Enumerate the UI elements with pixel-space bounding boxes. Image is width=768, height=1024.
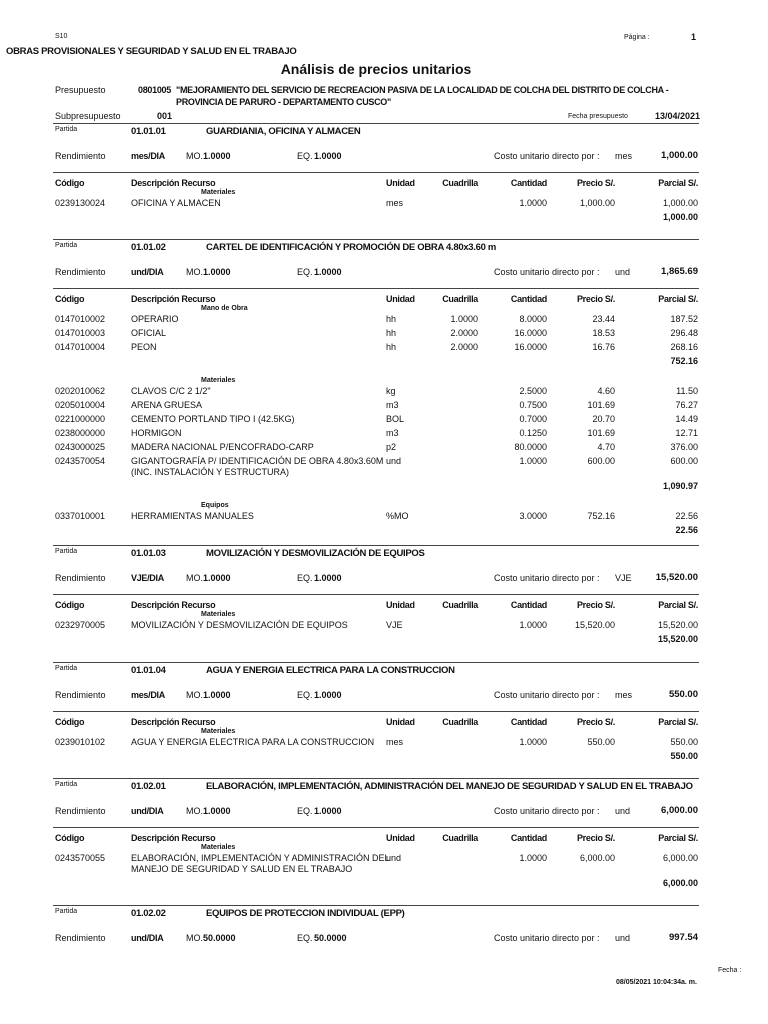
resource-quantity: 8.0000	[519, 314, 547, 324]
partida-label: Partida	[55, 548, 78, 555]
col-unidad-header: Unidad	[386, 294, 415, 304]
group-heading: Materiales	[201, 728, 236, 735]
costo-label: Costo unitario directo por :	[494, 690, 600, 700]
col-parcial-header: Parcial S/.	[658, 833, 698, 843]
resource-description: ARENA GRUESA	[131, 400, 203, 410]
header-divider	[53, 711, 699, 712]
resource-price: 18.53	[592, 328, 615, 338]
eq-value: 1.0000	[314, 573, 342, 583]
group-subtotal: 752.16	[670, 356, 698, 366]
resource-unit: VJE	[386, 620, 403, 630]
resource-price: 550.00	[587, 737, 615, 747]
col-descripcion-header: Descripción Recurso	[131, 833, 216, 843]
group-subtotal: 1,000.00	[662, 212, 698, 222]
resource-unit: m3	[386, 400, 399, 410]
resource-price: 4.60	[597, 386, 615, 396]
col-cuadrilla-header: Cuadrilla	[442, 833, 478, 843]
group-heading: Equipos	[201, 502, 229, 509]
presupuesto-code: 0801005	[138, 85, 171, 95]
header-divider	[53, 172, 699, 173]
header-divider	[53, 594, 699, 595]
costo-unitario-value: 1,865.69	[661, 266, 698, 277]
resource-code: 0243000025	[55, 442, 106, 452]
resource-price: 600.00	[587, 456, 615, 466]
resource-price: 752.16	[587, 511, 615, 521]
rendimiento-value: und/DIA	[131, 933, 164, 943]
resource-unit: kg	[386, 386, 396, 396]
eq-value: 50.0000	[314, 933, 347, 943]
group-heading: Materiales	[201, 611, 236, 618]
resource-description: MOVILIZACIÓN Y DESMOVILIZACIÓN DE EQUIPOS	[131, 620, 348, 630]
eq-label: EQ.	[297, 151, 313, 161]
group-subtotal: 1,090.97	[662, 481, 698, 491]
partida-name: EQUIPOS DE PROTECCION INDIVIDUAL (EPP)	[206, 908, 405, 919]
mo-label: MO.	[186, 690, 203, 700]
resource-description: HORMIGON	[131, 428, 182, 438]
rendimiento-value: VJE/DIA	[131, 573, 164, 583]
resource-code: 0239130024	[55, 198, 106, 208]
resource-quantity: 0.7500	[519, 400, 547, 410]
resource-unit: hh	[386, 328, 397, 338]
partida-divider	[53, 778, 699, 779]
rendimiento-value: und/DIA	[131, 806, 164, 816]
partida-label: Partida	[55, 126, 78, 133]
col-precio-header: Precio S/.	[576, 717, 615, 727]
presupuesto-label: Presupuesto	[55, 85, 106, 95]
col-parcial-header: Parcial S/.	[658, 178, 698, 188]
resource-unit: %MO	[386, 511, 409, 521]
resource-unit: hh	[386, 342, 397, 352]
partida-code: 01.02.01	[131, 781, 166, 792]
resource-code: 0221000000	[55, 414, 106, 424]
header-divider	[53, 288, 699, 289]
resource-partial: 268.16	[670, 342, 698, 352]
costo-unit: mes	[615, 151, 633, 161]
report-code: S10	[55, 33, 68, 40]
col-cuadrilla-header: Cuadrilla	[442, 600, 478, 610]
costo-label: Costo unitario directo por :	[494, 806, 600, 816]
resource-unit: und	[386, 456, 402, 466]
footer-datetime: 08/05/2021 10:04:34a. m.	[616, 979, 697, 986]
resource-quantity: 2.5000	[519, 386, 547, 396]
col-cantidad-header: Cantidad	[510, 717, 547, 727]
costo-unitario-value: 550.00	[668, 689, 698, 700]
resource-code: 0232970005	[55, 620, 106, 630]
resource-code: 0239010102	[55, 737, 106, 747]
costo-label: Costo unitario directo por :	[494, 151, 600, 161]
costo-unitario-value: 997.54	[668, 932, 698, 943]
header-divider	[53, 827, 699, 828]
resource-quantity: 1.0000	[519, 198, 547, 208]
resource-unit: m3	[386, 428, 399, 438]
mo-label: MO.	[186, 573, 203, 583]
resource-unit: und	[386, 853, 402, 863]
col-precio-header: Precio S/.	[576, 294, 615, 304]
resource-partial: 296.48	[670, 328, 698, 338]
partida-name: AGUA Y ENERGIA ELECTRICA PARA LA CONSTRUCCION	[206, 665, 455, 676]
fecha-presupuesto-value: 13/04/2021	[655, 111, 701, 121]
eq-label: EQ.	[297, 573, 313, 583]
eq-value: 1.0000	[314, 267, 342, 277]
rendimiento-value: mes/DIA	[131, 690, 165, 700]
resource-code: 0147010002	[55, 314, 106, 324]
group-subtotal: 550.00	[670, 751, 698, 761]
resource-partial: 1,000.00	[662, 198, 698, 208]
costo-unitario-value: 6,000.00	[661, 805, 698, 816]
col-cantidad-header: Cantidad	[510, 294, 547, 304]
col-descripcion-header: Descripción Recurso	[131, 600, 216, 610]
col-parcial-header: Parcial S/.	[658, 294, 698, 304]
resource-description: PEON	[131, 342, 157, 352]
partida-label: Partida	[55, 781, 78, 788]
group-subtotal: 22.56	[675, 525, 698, 535]
resource-code: 0243570055	[55, 853, 106, 863]
costo-unit: und	[615, 267, 631, 277]
resource-partial: 14.49	[675, 414, 698, 424]
partida-label: Partida	[55, 665, 78, 672]
col-precio-header: Precio S/.	[576, 600, 615, 610]
resource-code: 0337010001	[55, 511, 106, 521]
resource-description: CEMENTO PORTLAND TIPO I (42.5KG)	[131, 414, 295, 424]
resource-price: 6,000.00	[579, 853, 615, 863]
resource-unit: BOL	[386, 414, 405, 424]
col-codigo-header: Código	[55, 717, 85, 727]
rendimiento-label: Rendimiento	[55, 690, 106, 700]
col-precio-header: Precio S/.	[576, 833, 615, 843]
rendimiento-label: Rendimiento	[55, 573, 106, 583]
costo-unit: mes	[615, 690, 633, 700]
eq-value: 1.0000	[314, 151, 342, 161]
partida-name: CARTEL DE IDENTIFICACIÓN Y PROMOCIÓN DE OBRA 4.80x3.60 m	[206, 242, 497, 253]
resource-cuadrilla: 2.0000	[450, 328, 478, 338]
group-subtotal: 6,000.00	[662, 878, 698, 888]
partida-name: GUARDIANIA, OFICINA Y ALMACEN	[206, 126, 361, 137]
resource-quantity: 1.0000	[519, 620, 547, 630]
col-unidad-header: Unidad	[386, 717, 415, 727]
mo-label: MO.	[186, 806, 203, 816]
col-descripcion-header: Descripción Recurso	[131, 178, 216, 188]
partida-name: ELABORACIÓN, IMPLEMENTACIÓN, ADMINISTRACIÓN DEL MANEJO DE SEGURIDAD Y SALUD EN EL TRABAJO	[206, 781, 693, 792]
partida-name: MOVILIZACIÓN Y DESMOVILIZACIÓN DE EQUIPOS	[206, 548, 425, 559]
col-unidad-header: Unidad	[386, 833, 415, 843]
resource-description: MANEJO DE SEGURIDAD Y SALUD EN EL TRABAJO	[131, 864, 353, 874]
resource-quantity: 1.0000	[519, 737, 547, 747]
resource-partial: 6,000.00	[662, 853, 698, 863]
mo-value: 1.0000	[203, 573, 231, 583]
resource-description: OPERARIO	[131, 314, 179, 324]
resource-description: ELABORACIÓN, IMPLEMENTACIÓN Y ADMINISTRACIÓN DEL	[131, 853, 390, 863]
col-codigo-header: Código	[55, 294, 85, 304]
col-parcial-header: Parcial S/.	[658, 600, 698, 610]
col-parcial-header: Parcial S/.	[658, 717, 698, 727]
eq-label: EQ.	[297, 806, 313, 816]
resource-price: 101.69	[587, 400, 615, 410]
resource-description: OFICIAL	[131, 328, 167, 338]
partida-code: 01.01.04	[131, 665, 166, 676]
eq-label: EQ.	[297, 933, 313, 943]
costo-unit: und	[615, 933, 631, 943]
eq-label: EQ.	[297, 267, 313, 277]
col-cantidad-header: Cantidad	[510, 600, 547, 610]
resource-code: 0147010003	[55, 328, 106, 338]
col-codigo-header: Código	[55, 600, 85, 610]
eq-value: 1.0000	[314, 806, 342, 816]
footer-fecha-label: Fecha :	[718, 967, 742, 974]
costo-unit: VJE	[615, 573, 632, 583]
mo-value: 1.0000	[203, 806, 231, 816]
eq-label: EQ.	[297, 690, 313, 700]
partida-divider	[53, 239, 699, 240]
resource-price: 16.76	[592, 342, 615, 352]
resource-partial: 15,520.00	[657, 620, 698, 630]
resource-partial: 376.00	[670, 442, 698, 452]
partida-code: 01.01.02	[131, 242, 166, 253]
col-unidad-header: Unidad	[386, 600, 415, 610]
presupuesto-desc-line1: "MEJORAMIENTO DEL SERVICIO DE RECREACION PASIVA DE LA LOCALIDAD DE COLCHA DEL DISTRITO DE COLCHA -	[176, 85, 669, 95]
resource-quantity: 0.1250	[519, 428, 547, 438]
col-cuadrilla-header: Cuadrilla	[442, 717, 478, 727]
page-label: Página :	[624, 34, 650, 41]
resource-partial: 550.00	[670, 737, 698, 747]
costo-label: Costo unitario directo por :	[494, 573, 600, 583]
group-heading: Mano de Obra	[201, 305, 248, 312]
col-codigo-header: Código	[55, 178, 85, 188]
resource-quantity: 16.0000	[514, 342, 547, 352]
group-heading: Materiales	[201, 189, 236, 196]
resource-cuadrilla: 2.0000	[450, 342, 478, 352]
fecha-presupuesto-label: Fecha presupuesto	[568, 113, 628, 120]
resource-cuadrilla: 1.0000	[450, 314, 478, 324]
partida-label: Partida	[55, 908, 78, 915]
resource-description: CLAVOS C/C 2 1/2"	[131, 386, 211, 396]
resource-quantity: 80.0000	[514, 442, 547, 452]
group-heading: Materiales	[201, 844, 236, 851]
partida-code: 01.02.02	[131, 908, 166, 919]
resource-description: MADERA NACIONAL P/ENCOFRADO-CARP	[131, 442, 314, 452]
resource-quantity: 0.7000	[519, 414, 547, 424]
col-descripcion-header: Descripción Recurso	[131, 717, 216, 727]
resource-price: 4.70	[597, 442, 615, 452]
col-unidad-header: Unidad	[386, 178, 415, 188]
resource-partial: 187.52	[670, 314, 698, 324]
col-descripcion-header: Descripción Recurso	[131, 294, 216, 304]
mo-label: MO.	[186, 151, 203, 161]
page-number: 1	[691, 32, 697, 42]
col-cantidad-header: Cantidad	[510, 178, 547, 188]
resource-quantity: 3.0000	[519, 511, 547, 521]
rendimiento-value: und/DIA	[131, 267, 164, 277]
resource-unit: hh	[386, 314, 397, 324]
resource-code: 0243570054	[55, 456, 106, 466]
resource-unit: p2	[386, 442, 397, 452]
mo-label: MO.	[186, 933, 203, 943]
partida-divider	[53, 662, 699, 663]
resource-code: 0147010004	[55, 342, 106, 352]
col-cuadrilla-header: Cuadrilla	[442, 294, 478, 304]
document-title: Análisis de precios unitarios	[280, 61, 472, 77]
partida-divider	[53, 123, 699, 124]
presupuesto-desc-line2: PROVINCIA DE PARURO - DEPARTAMENTO CUSCO"	[176, 97, 391, 107]
costo-unitario-value: 15,520.00	[655, 572, 698, 583]
resource-description: (INC. INSTALACIÓN Y ESTRUCTURA)	[131, 467, 290, 477]
resource-price: 101.69	[587, 428, 615, 438]
col-codigo-header: Código	[55, 833, 85, 843]
mo-value: 1.0000	[203, 690, 231, 700]
costo-label: Costo unitario directo por :	[494, 933, 600, 943]
group-heading: Materiales	[201, 377, 236, 384]
resource-unit: mes	[386, 737, 404, 747]
rendimiento-label: Rendimiento	[55, 151, 106, 161]
rendimiento-label: Rendimiento	[55, 933, 106, 943]
col-cantidad-header: Cantidad	[510, 833, 547, 843]
subpresupuesto-value: 001	[157, 111, 173, 121]
col-cuadrilla-header: Cuadrilla	[442, 178, 478, 188]
eq-value: 1.0000	[314, 690, 342, 700]
resource-quantity: 1.0000	[519, 853, 547, 863]
resource-price: 1,000.00	[579, 198, 615, 208]
partida-divider	[53, 905, 699, 906]
col-precio-header: Precio S/.	[576, 178, 615, 188]
subpresupuesto-label: Subpresupuesto	[55, 111, 121, 121]
partida-code: 01.01.03	[131, 548, 166, 559]
resource-partial: 11.50	[676, 386, 698, 396]
resource-unit: mes	[386, 198, 404, 208]
mo-label: MO.	[186, 267, 203, 277]
resource-partial: 600.00	[670, 456, 698, 466]
costo-unit: und	[615, 806, 631, 816]
resource-quantity: 1.0000	[519, 456, 547, 466]
resource-description: OFICINA Y ALMACEN	[131, 198, 221, 208]
costo-unitario-value: 1,000.00	[661, 150, 698, 161]
partida-divider	[53, 545, 699, 546]
resource-description: HERRAMIENTAS MANUALES	[131, 511, 254, 521]
group-subtotal: 15,520.00	[657, 634, 698, 644]
costo-label: Costo unitario directo por :	[494, 267, 600, 277]
resource-price: 23.44	[592, 314, 615, 324]
resource-description: GIGANTOGRAFÍA P/ IDENTIFICACIÓN DE OBRA 4.80x3.60M	[131, 456, 384, 466]
resource-price: 20.70	[592, 414, 615, 424]
resource-code: 0205010004	[55, 400, 106, 410]
partida-code: 01.01.01	[131, 126, 166, 137]
rendimiento-label: Rendimiento	[55, 806, 106, 816]
mo-value: 50.0000	[203, 933, 236, 943]
resource-partial: 12.71	[675, 428, 698, 438]
mo-value: 1.0000	[203, 267, 231, 277]
resource-description: AGUA Y ENERGIA ELECTRICA PARA LA CONSTRUCCION	[131, 737, 375, 747]
resource-code: 0238000000	[55, 428, 106, 438]
resource-partial: 22.56	[675, 511, 698, 521]
rendimiento-label: Rendimiento	[55, 267, 106, 277]
mo-value: 1.0000	[203, 151, 231, 161]
company-title: OBRAS PROVISIONALES Y SEGURIDAD Y SALUD EN EL TRABAJO	[6, 46, 297, 57]
resource-quantity: 16.0000	[514, 328, 547, 338]
partida-label: Partida	[55, 242, 78, 249]
rendimiento-value: mes/DIA	[131, 151, 165, 161]
resource-code: 0202010062	[55, 386, 106, 396]
resource-price: 15,520.00	[574, 620, 615, 630]
resource-partial: 76.27	[675, 400, 698, 410]
